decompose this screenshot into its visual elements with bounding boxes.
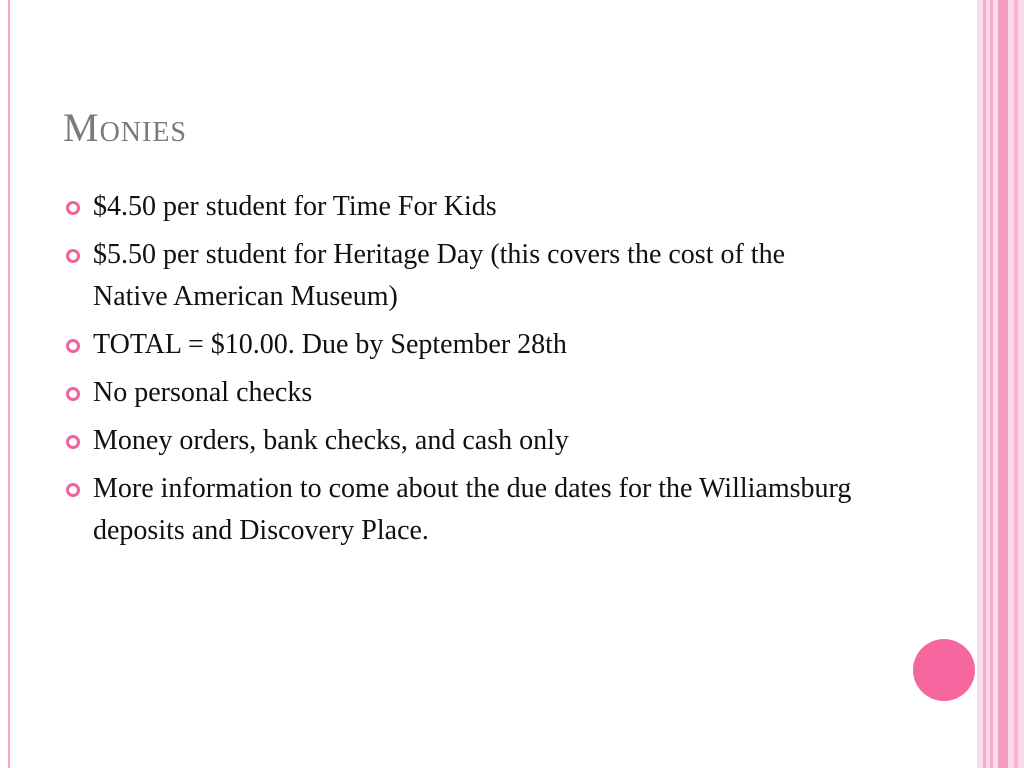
- bullet-ring-icon: [66, 435, 80, 449]
- bullet-item: [66, 420, 866, 462]
- bullet-item: [66, 468, 866, 552]
- decorative-circle-icon: [913, 639, 975, 701]
- bullet-item: [66, 234, 866, 318]
- bullet-text: TOTAL = $10.00. Due by September 28th: [93, 329, 567, 360]
- bullet-ring-icon: [66, 201, 80, 215]
- bullet-text: $5.50 per student for Heritage Day (this covers the cost of the Native American Museum): [93, 239, 786, 312]
- bullet-ring-icon: [66, 249, 80, 263]
- bullet-text: Money orders, bank checks, and cash only: [93, 425, 569, 456]
- bullet-list: [66, 186, 866, 558]
- left-border-line: [8, 0, 10, 768]
- decorative-stripe: [983, 0, 986, 768]
- bullet-ring-icon: [66, 387, 80, 401]
- bullet-item: [66, 324, 866, 366]
- bullet-text: $4.50 per student for Time For Kids: [93, 191, 497, 222]
- bullet-item: [66, 186, 866, 228]
- bullet-text: No personal checks: [93, 377, 313, 408]
- decorative-stripe: [990, 0, 993, 768]
- bullet-ring-icon: [66, 339, 80, 353]
- bullet-item: [66, 372, 866, 414]
- slide-title: Monies: [63, 105, 188, 150]
- decorative-stripe: [998, 0, 1008, 768]
- bullet-text: More information to come about the due dates for the Williamsburg deposits and Discovery Place.: [93, 473, 852, 546]
- decorative-stripe: [1014, 0, 1018, 768]
- bullet-ring-icon: [66, 483, 80, 497]
